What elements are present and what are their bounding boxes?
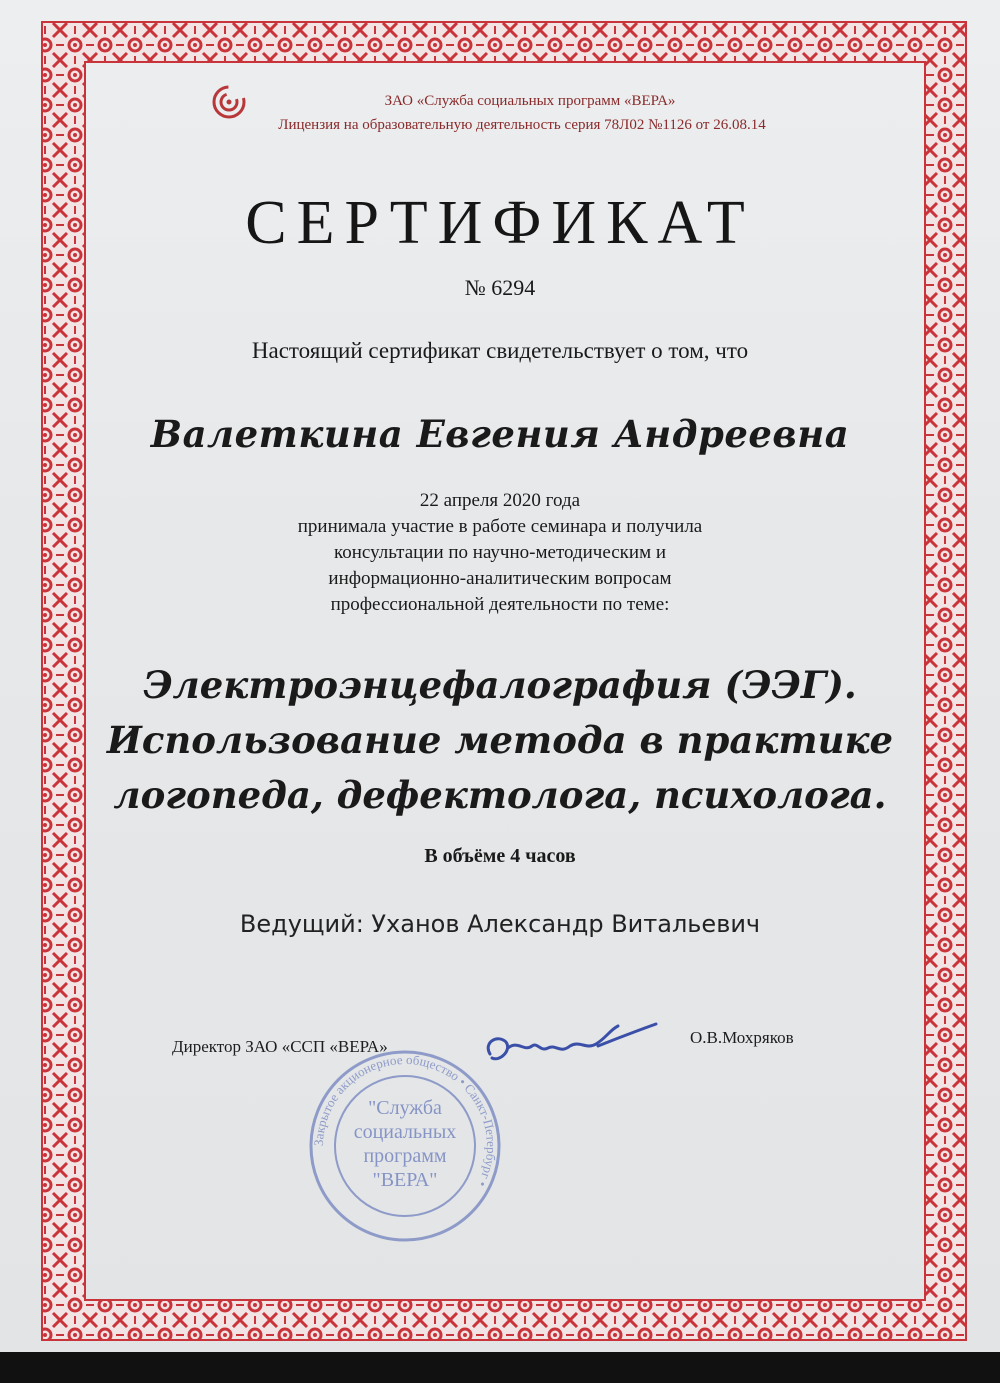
organization-name: ЗАО «Служба социальных программ «ВЕРА» bbox=[384, 93, 676, 109]
stamp-center-line: "ВЕРА" bbox=[372, 1169, 438, 1191]
participation-date: 22 апреля 2020 года bbox=[419, 490, 581, 511]
photo-bottom-edge bbox=[0, 1352, 1000, 1383]
participation-line: консультации по научно-методическим и bbox=[333, 542, 667, 563]
intro-text: Настоящий сертификат свидетельствует о том, что bbox=[251, 338, 749, 363]
certificate-number: № 6294 bbox=[464, 275, 536, 300]
certificate-title: СЕРТИФИКАТ bbox=[245, 189, 755, 257]
license-line: Лицензия на образовательную деятельность серия 78Л02 №1126 от 26.08.14 bbox=[278, 117, 766, 133]
director-name: О.В.Мохряков bbox=[690, 1028, 794, 1047]
stamp-center-line: социальных bbox=[353, 1121, 457, 1143]
hours-volume: В объёме 4 часов bbox=[424, 845, 576, 867]
director-label: Директор ЗАО «ССП «ВЕРА» bbox=[172, 1037, 388, 1056]
participation-line: профессиональной деятельности по теме: bbox=[330, 594, 670, 615]
seminar-topic bbox=[0, 658, 1000, 823]
seminar-leader: Ведущий: Уханов Александр Витальевич bbox=[239, 910, 761, 938]
stamp-center-line: программ bbox=[363, 1145, 447, 1167]
topic-line: логопеда, дефектолога, психолога. bbox=[113, 773, 887, 817]
organization-stamp bbox=[300, 1046, 510, 1246]
participation-line: информационно-аналитическим вопросам bbox=[328, 568, 672, 589]
participation-text bbox=[0, 488, 1000, 618]
stamp-ring-text: Закрытое акционерное общество • Санкт-Петербург • bbox=[310, 1051, 500, 1190]
topic-line: Использование метода в практике bbox=[106, 718, 894, 762]
topic-line: Электроэнцефалография (ЭЭГ). bbox=[143, 663, 857, 707]
recipient-name: Валеткина Евгения Андреевна bbox=[150, 412, 850, 456]
participation-line: принимала участие в работе семинара и получила bbox=[297, 516, 703, 537]
stamp-center-line: "Служба bbox=[368, 1097, 442, 1119]
